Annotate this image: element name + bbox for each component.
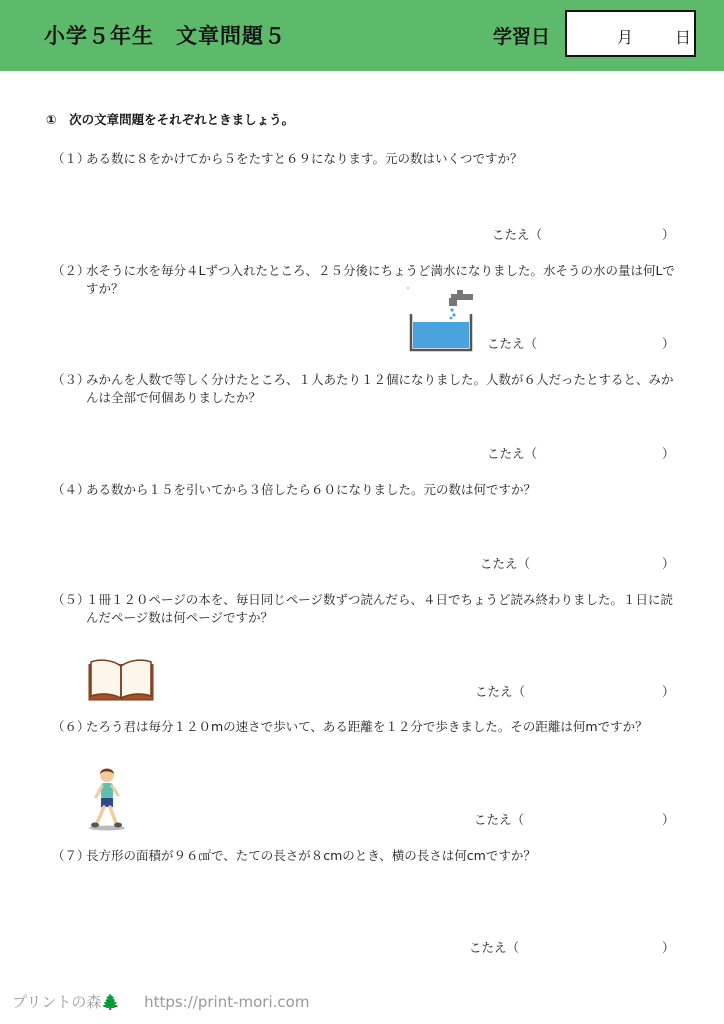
- question-text: 水そうに水を毎分４Lずつ入れたところ、２５分後にちょうど満水になりました。水そうの水の量は何Lですか？: [86, 263, 675, 296]
- answer-field-3[interactable]: [487, 444, 675, 462]
- open-book-illustration: [86, 656, 156, 704]
- question-7: [52, 847, 676, 865]
- day-label: 日: [675, 28, 692, 47]
- answer-label: こたえ（: [475, 684, 526, 699]
- question-3: [52, 371, 676, 407]
- answer-label: こたえ（: [469, 940, 520, 955]
- answer-field-7[interactable]: [469, 938, 675, 956]
- question-text: たろう君は毎分１２０mの速さで歩いて、ある距離を１２分で歩きました。その距離は何mですか？: [86, 719, 648, 734]
- question-4: [52, 481, 676, 499]
- answer-close: ）: [662, 940, 675, 955]
- answer-close: ）: [662, 684, 675, 699]
- answer-close: ）: [662, 446, 675, 461]
- answer-label: こたえ（: [474, 812, 525, 827]
- page-title: 小学５年生 文章問題５: [44, 24, 286, 48]
- question-text: みかんを人数で等しく分けたところ、１人あたり１２個になりました。人数が６人だったとすると、みかんは全部で何個ありましたか？: [86, 372, 674, 405]
- question-text: ある数に８をかけてから５をたすと６９になります。元の数はいくつですか？: [86, 151, 523, 166]
- instruction-text: ① 次の文章問題をそれぞれときましょう。: [46, 112, 295, 127]
- answer-close: ）: [662, 812, 675, 827]
- question-number: （５）: [52, 592, 90, 607]
- question-number: （２）: [52, 263, 90, 278]
- answer-close: ）: [662, 227, 675, 242]
- study-date-box[interactable]: [565, 10, 696, 57]
- answer-close: ）: [662, 336, 675, 351]
- question-6: [52, 718, 676, 736]
- header-bar: [0, 0, 724, 71]
- question-5: [52, 591, 676, 627]
- footer-brand: プリントの森🌲: [12, 993, 121, 1011]
- answer-label: こたえ（: [487, 446, 538, 461]
- answer-label: こたえ（: [492, 227, 543, 242]
- answer-label: こたえ（: [487, 336, 538, 351]
- question-2: [52, 262, 676, 298]
- answer-field-5[interactable]: [475, 682, 675, 700]
- question-text: １冊１２０ページの本を、毎日同じページ数ずつ読んだら、４日でちょうど読み終わりました。１日に読んだページ数は何ページですか？: [86, 592, 674, 625]
- month-label: 月: [617, 28, 634, 47]
- question-text: 長方形の面積が９６㎠で、たての長さが８cmのとき、横の長さは何cmですか？: [86, 848, 536, 863]
- answer-field-4[interactable]: [480, 554, 675, 572]
- footer-url[interactable]: https://print-mori.com: [144, 993, 310, 1011]
- study-date-label: 学習日: [493, 26, 551, 48]
- answer-field-6[interactable]: [474, 810, 675, 828]
- answer-field-2[interactable]: [487, 334, 675, 352]
- question-number: （４）: [52, 482, 90, 497]
- question-1: [52, 150, 676, 168]
- answer-close: ）: [662, 556, 675, 571]
- walking-boy-illustration: [85, 765, 129, 831]
- answer-label: こたえ（: [480, 556, 531, 571]
- question-text: ある数から１５を引いてから３倍したら６０になりました。元の数は何ですか？: [86, 482, 537, 497]
- question-number: （３）: [52, 372, 90, 387]
- question-number: （７）: [52, 848, 90, 863]
- water-tank-faucet-illustration: [405, 286, 477, 354]
- question-number: （１）: [52, 151, 90, 166]
- answer-field-1[interactable]: [492, 225, 675, 243]
- question-number: （６）: [52, 719, 90, 734]
- footer: [12, 991, 309, 1012]
